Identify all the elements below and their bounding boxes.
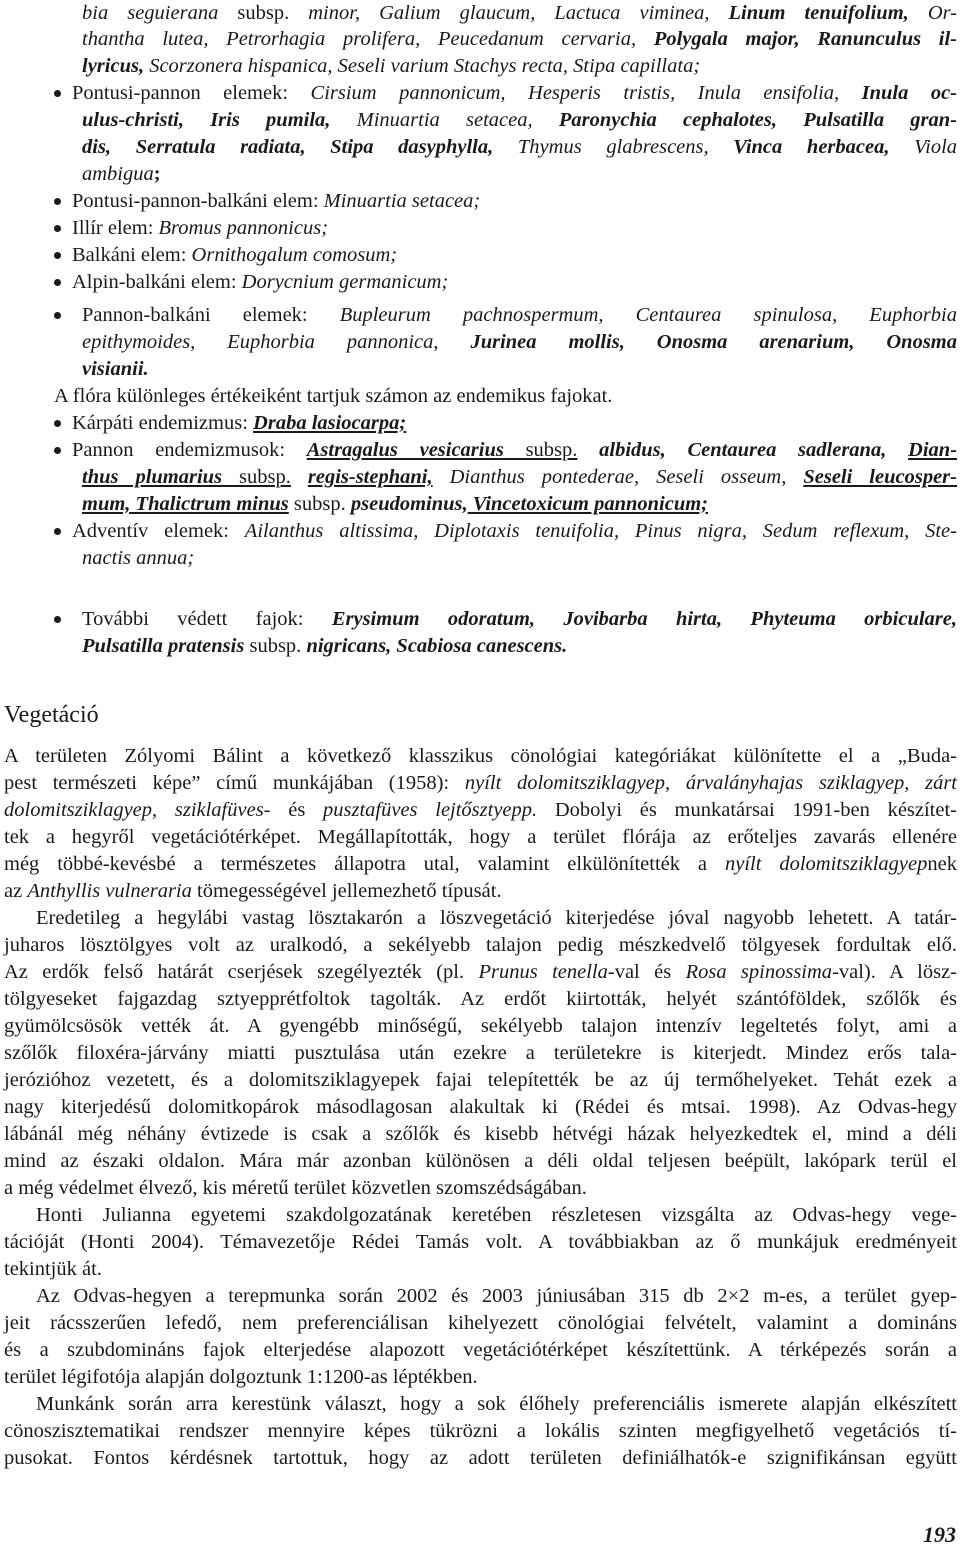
text-line: Pontusi-pannon elemek: Cirsium pannonicum, Hesperis tristis, Inula ensifolia, Inula oc-	[72, 82, 957, 104]
bullet-point	[54, 420, 61, 427]
text-line: Honti Julianna egyetemi szakdolgozatának keretében részletesen vizsgálta az Odvas-hegy vege-	[36, 1204, 957, 1226]
text-line: pusokat. Fontos kérdésnek tartottuk, hogy az adott területen definiálhatók-e szignifikánsan együtt	[4, 1447, 957, 1469]
text-line: A flóra különleges értékeiként tartjuk számon az endemikus fajokat.	[54, 385, 613, 407]
bullet-point	[54, 447, 61, 454]
text-line: tációját (Honti 2004). Témavezetője Rédei Tamás volt. A továbbiakban az ő munkájuk eredményeit	[4, 1231, 957, 1253]
text-line: visianii.	[82, 358, 149, 380]
text-line: dis, Serratula radiata, Stipa dasyphylla, Thymus glabrescens, Vinca herbacea, Viola	[82, 136, 958, 158]
text-line: lábánál még néhány évtizede is csak a szőlők és kisebb hétvégi házak helyezkedtek el, mind a déli	[4, 1123, 957, 1145]
bullet-point	[54, 225, 61, 232]
text-line: Pulsatilla pratensis subsp. nigricans, Scabiosa canescens.	[82, 635, 568, 657]
text-line: még többé-kevésbé a természetes állapotra utal, valamint elkülönítették a nyílt dolomitsziklagyepnek	[4, 853, 957, 875]
text-line: mum, Thalictrum minus subsp. pseudominus, Vincetoxicum pannonicum;	[82, 493, 709, 515]
bullet-point	[54, 198, 61, 205]
text-line: mind az északi oldalon. Mára már azonban különösen a déli oldal teljesen beépült, lakópark terül el	[4, 1150, 957, 1172]
bullet-point	[54, 528, 61, 535]
text-line: thus plumarius subsp. regis-stephani, Dianthus pontederae, Seseli osseum, Seseli leucosper-	[82, 466, 957, 488]
page-number: 193	[923, 1522, 956, 1547]
bullet-point	[54, 90, 61, 97]
text-line: gyümölcsösök vették át. A gyengébb minőségű, sekélyebb talajon intenzív legeltetés folyt, ami a	[4, 1015, 957, 1037]
text-line: a még védelmet élvező, kis méretű terület közvetlen szomszédságában.	[4, 1177, 587, 1199]
text-line: Balkáni elem: Ornithogalum comosum;	[72, 244, 398, 266]
text-line: bia seguierana subsp. minor, Galium glaucum, Lactuca viminea, Linum tenuifolium, Or-	[82, 2, 958, 24]
text-line: juharos lösztölgyes volt az uralkodó, a sekélyebb talajon pedig mészkedvelő tölgyesek fordultak elő.	[4, 934, 957, 956]
text-line: pest természeti képe” című munkájában (1958): nyílt dolomitsziklagyep, árvalányhajas sziklagyep, zárt	[4, 772, 957, 794]
bullet-point	[54, 312, 61, 319]
text-line: cönoszisztematikai rendszer mennyire képes tükrözni a lokális szinten megfigyelhető vegetációs tí-	[4, 1420, 957, 1442]
text-line: jeit rácsszerűen lefedő, nem preferenciálisan kihelyezett cönológiai felvételt, valamint a domináns	[4, 1312, 957, 1334]
text-line: és a szubdomináns fajok elterjedése alapozott vegetációtérképet készítettünk. A térképezés során a	[4, 1339, 957, 1361]
text-line: terület légifotója alapján dolgoztunk 1:1200-as léptékben.	[4, 1366, 478, 1388]
text-line: nactis annua;	[82, 547, 195, 569]
text-line: ulus-christi, Iris pumila, Minuartia setacea, Paronychia cephalotes, Pulsatilla gran-	[82, 109, 958, 131]
text-line: tölgyeseket fajgazdag sztyepprétfoltok tagolták. Az erdőt kiirtották, helyét szántóföldek, szőlők és	[4, 988, 957, 1010]
text-line: Kárpáti endemizmus: Draba lasiocarpa;	[72, 412, 407, 434]
text-line: További védett fajok: Erysimum odoratum, Jovibarba hirta, Phyteuma orbiculare,	[82, 608, 958, 630]
text-line: Az erdők felső határát cserjések szegélyezték (pl. Prunus tenella-val és Rosa spinossima-val). A lösz-	[4, 961, 958, 983]
text-line: epithymoides, Euphorbia pannonica, Jurinea mollis, Onosma arenarium, Onosma	[82, 331, 958, 353]
bullet-point	[54, 252, 61, 259]
text-line: Munkánk során arra kerestünk választ, hogy a sok élőhely preferenciális ismerete alapján elkészített	[36, 1393, 957, 1415]
text-line: A területen Zólyomi Bálint a következő klasszikus cönológiai kategóriákat különítette el a „Buda-	[4, 745, 957, 767]
text-line: ambigua;	[82, 163, 161, 185]
text-line: thantha lutea, Petrorhagia prolifera, Peucedanum cervaria, Polygala major, Ranunculus il-	[82, 28, 958, 50]
text-line: Alpin-balkáni elem: Dorycnium germanicum;	[72, 271, 449, 293]
section-heading: Vegetáció	[4, 702, 99, 728]
bullet-point	[54, 616, 61, 623]
text-line: dolomitsziklagyep, sziklafüves- és pusztafüves lejtősztyepp. Dobolyi és munkatársai 1991-ben készítet-	[4, 799, 958, 821]
text-line: Pannon-balkáni elemek: Bupleurum pachnospermum, Centaurea spinulosa, Euphorbia	[82, 304, 957, 326]
text-line: Eredetileg a hegylábi vastag lösztakarón a löszvegetáció kiterjedése jóval nagyobb lehetett. A tatár-	[36, 907, 957, 929]
text-line: Az Odvas-hegyen a terepmunka során 2002 és 2003 júniusában 315 db 2×2 m-es, a terület gyep-	[36, 1285, 957, 1307]
text-line: tekintjük át.	[4, 1258, 102, 1280]
text-line: tek a hegyről vegetációtérképet. Megállapították, hogy a terület flórája az erőteljes zavarás ellenére	[4, 826, 957, 848]
text-line: jerózióhoz vezetett, és a dolomitsziklagyepek fajai telepítették be az új termőhelyeket. Tehát ezek a	[4, 1069, 957, 1091]
text-line: Pontusi-pannon-balkáni elem: Minuartia setacea;	[72, 190, 481, 212]
text-line: nagy kiterjedésű dolomitkopárok másodlagosan alakultak ki (Rédei és mtsai. 1998). Az Odvas-hegy	[4, 1096, 957, 1118]
text-line: lyricus, Scorzonera hispanica, Seseli varium Stachys recta, Stipa capillata;	[82, 55, 701, 77]
text-line: az Anthyllis vulneraria tömegességével jellemezhető típusát.	[4, 880, 502, 902]
bullet-point	[54, 279, 61, 286]
text-line: Illír elem: Bromus pannonicus;	[72, 217, 329, 239]
text-line: Adventív elemek: Ailanthus altissima, Diplotaxis tenuifolia, Pinus nigra, Sedum reflexum, Ste-	[72, 520, 957, 542]
text-line: szőlők filoxéra-járvány miatti pusztulása után ezekre a területekre is kiterjedt. Mindez erős tala-	[4, 1042, 957, 1064]
text-line: Pannon endemizmusok: Astragalus vesicarius subsp. albidus, Centaurea sadlerana, Dian-	[72, 439, 958, 461]
